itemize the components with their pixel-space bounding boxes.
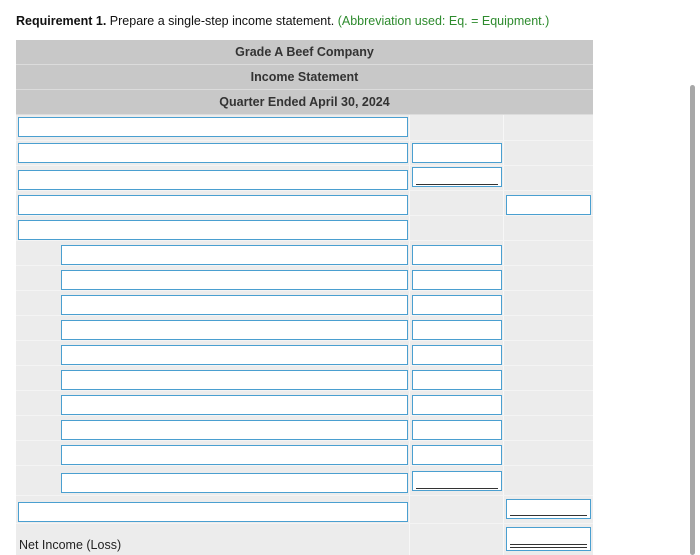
- expense-account-input-7[interactable]: [61, 395, 408, 415]
- expense-account-input-6[interactable]: [61, 370, 408, 390]
- expense-account-input-9[interactable]: [61, 445, 408, 465]
- expense-amount-input-6[interactable]: [412, 370, 502, 390]
- abbreviation-note: (Abbreviation used: Eq. = Equipment.): [337, 14, 550, 28]
- expense-amount-input-3[interactable]: [412, 295, 502, 315]
- expenses-heading-input[interactable]: [18, 220, 408, 240]
- expense-amount-input-7[interactable]: [412, 395, 502, 415]
- expense-account-input-2[interactable]: [61, 270, 408, 290]
- expense-subtotal-underline: [416, 488, 498, 489]
- total-expenses-amount-input[interactable]: [506, 499, 591, 519]
- total-expenses-label-input[interactable]: [18, 502, 408, 522]
- net-income-label: Net Income (Loss): [19, 538, 122, 552]
- expense-amount-input-1[interactable]: [412, 245, 502, 265]
- expense-amount-input-2[interactable]: [412, 270, 502, 290]
- vertical-scrollbar[interactable]: [690, 85, 695, 555]
- total-revenues-amount-input[interactable]: [506, 195, 591, 215]
- total-expenses-underline: [510, 515, 587, 516]
- revenue-account-input-2[interactable]: [18, 170, 408, 190]
- company-name-header: Grade A Beef Company: [16, 40, 593, 65]
- total-revenues-label-input[interactable]: [18, 195, 408, 215]
- expense-amount-input-5[interactable]: [412, 345, 502, 365]
- expense-amount-input-9[interactable]: [412, 445, 502, 465]
- net-income-double-underline-bottom: [510, 547, 587, 548]
- revenue-account-input-1[interactable]: [18, 143, 408, 163]
- requirement-label: Requirement 1.: [16, 14, 107, 28]
- revenue-heading-input[interactable]: [18, 117, 408, 137]
- net-income-double-underline-top: [510, 544, 587, 545]
- expense-account-input-10[interactable]: [61, 473, 408, 493]
- expense-account-input-5[interactable]: [61, 345, 408, 365]
- requirement-instruction: [16, 14, 549, 28]
- requirement-text: Prepare a single-step income statement.: [106, 14, 338, 28]
- expense-account-input-4[interactable]: [61, 320, 408, 340]
- expense-amount-input-8[interactable]: [412, 420, 502, 440]
- statement-title-header: Income Statement: [16, 65, 593, 90]
- expense-account-input-3[interactable]: [61, 295, 408, 315]
- revenue-amount-input-1[interactable]: [412, 143, 502, 163]
- expense-account-input-8[interactable]: [61, 420, 408, 440]
- subtotal-underline: [416, 184, 498, 185]
- period-header: Quarter Ended April 30, 2024: [16, 90, 593, 115]
- expense-account-input-1[interactable]: [61, 245, 408, 265]
- expense-amount-input-4[interactable]: [412, 320, 502, 340]
